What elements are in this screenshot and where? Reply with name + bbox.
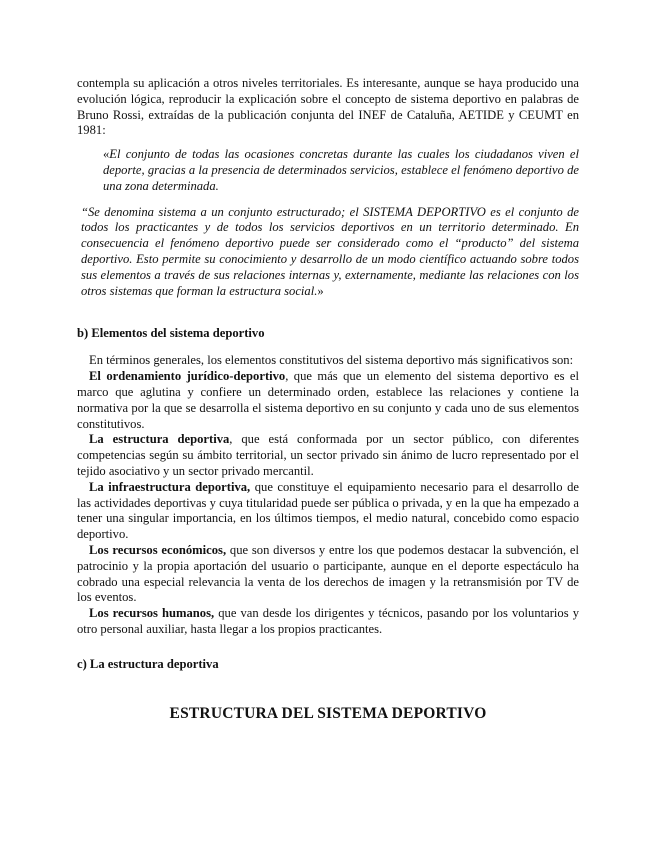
section-c-heading: c) La estructura deportiva — [77, 656, 219, 671]
element-text: , que más que un elemento del sistema deportivo es el marco que aglutina y confiere un determinado orden, establece las relaciones y contiene la normativa por la que se desarrolla el sistema deportivo en su conjunto y cada uno de sus elementos constitutivos. — [77, 369, 579, 431]
quote-rossi-2 — [81, 205, 579, 300]
element-term: La estructura deportiva — [89, 432, 230, 447]
quote-rossi-1 — [103, 147, 579, 194]
section-b-intro: En términos generales, los elementos constitutivos del sistema deportivo más significativos son: — [89, 353, 574, 368]
element-text: que van desde los dirigentes y técnicos, pasando por los voluntarios y otro personal auxiliar, hasta llegar a los propios practicantes. — [77, 606, 579, 636]
element-term: La infraestructura deportiva, — [89, 479, 251, 494]
element-item — [77, 606, 579, 638]
element-text: que constituye el equipamiento necesario para el desarrollo de las actividades deportivas y cuya titularidad puede ser pública o privada, y en la que ha empezado a tener una singular importancia, en los últimos tiempos, el medio natural, concebido como espacio deportivo. — [77, 479, 580, 542]
element-item — [77, 543, 579, 606]
element-text: , que está conformada por un sector público, con diferentes competencias según su ámbito territorial, un sector privado sin ánimo de lucro representado por el tejido asociativo y un sector privado mercantil. — [77, 432, 579, 478]
quote-rossi-1-text: El conjunto de todas las ocasiones concretas durante las cuales los ciudadanos viven el deporte, gracias a la presencia de determinados servicios, establece el fenómeno deportivo de una zona determinada. — [103, 147, 579, 193]
figure-title: ESTRUCTURA DEL SISTEMA DEPORTIVO — [169, 704, 487, 722]
section-b-heading: b) Elementos del sistema deportivo — [77, 326, 265, 341]
element-term: El ordenamiento jurídico-deportivo — [89, 369, 286, 384]
element-item — [77, 369, 579, 432]
quote-open-mark: « — [103, 147, 110, 162]
element-item — [77, 480, 579, 543]
quote-rossi-2-text: “Se denomina sistema a un conjunto estructurado; el SISTEMA DEPORTIVO es el conjunto de todos los practicantes y de todos los servicios deportivos en un territorio determinado. En consecuencia el fenómeno deportivo puede ser considerado como el “producto” del sistema deportivo. Esto permite su conocimiento y desarrollo de un modo científico actuando sobre todos sus elementos a través de sus relaciones internas y, externamente, mediante las relaciones con los otros sistemas que forman la estructura social. — [81, 204, 579, 298]
quote-close-mark: » — [317, 283, 324, 298]
element-term: Los recursos económicos, — [89, 542, 227, 557]
element-text: que son diversos y entre los que podemos destacar la subvención, el patrocinio y la propia aportación del usuario o participante, aunque en el deporte espectáculo ha cobrado una especial relevancia la venta de los derechos de imagen y la retransmisión por TV de los eventos. — [77, 542, 579, 605]
intro-paragraph: contempla su aplicación a otros niveles territoriales. Es interesante, aunque se haya producido una evolución lógica, reproducir la explicación sobre el concepto de sistema deportivo en palabras de Bruno Rossi, extraídas de la publicación conjunta del INEF de Cataluña, AETIDE y CEUMT en 1981: — [77, 76, 579, 138]
element-item — [77, 432, 579, 479]
element-term: Los recursos humanos, — [89, 606, 215, 621]
